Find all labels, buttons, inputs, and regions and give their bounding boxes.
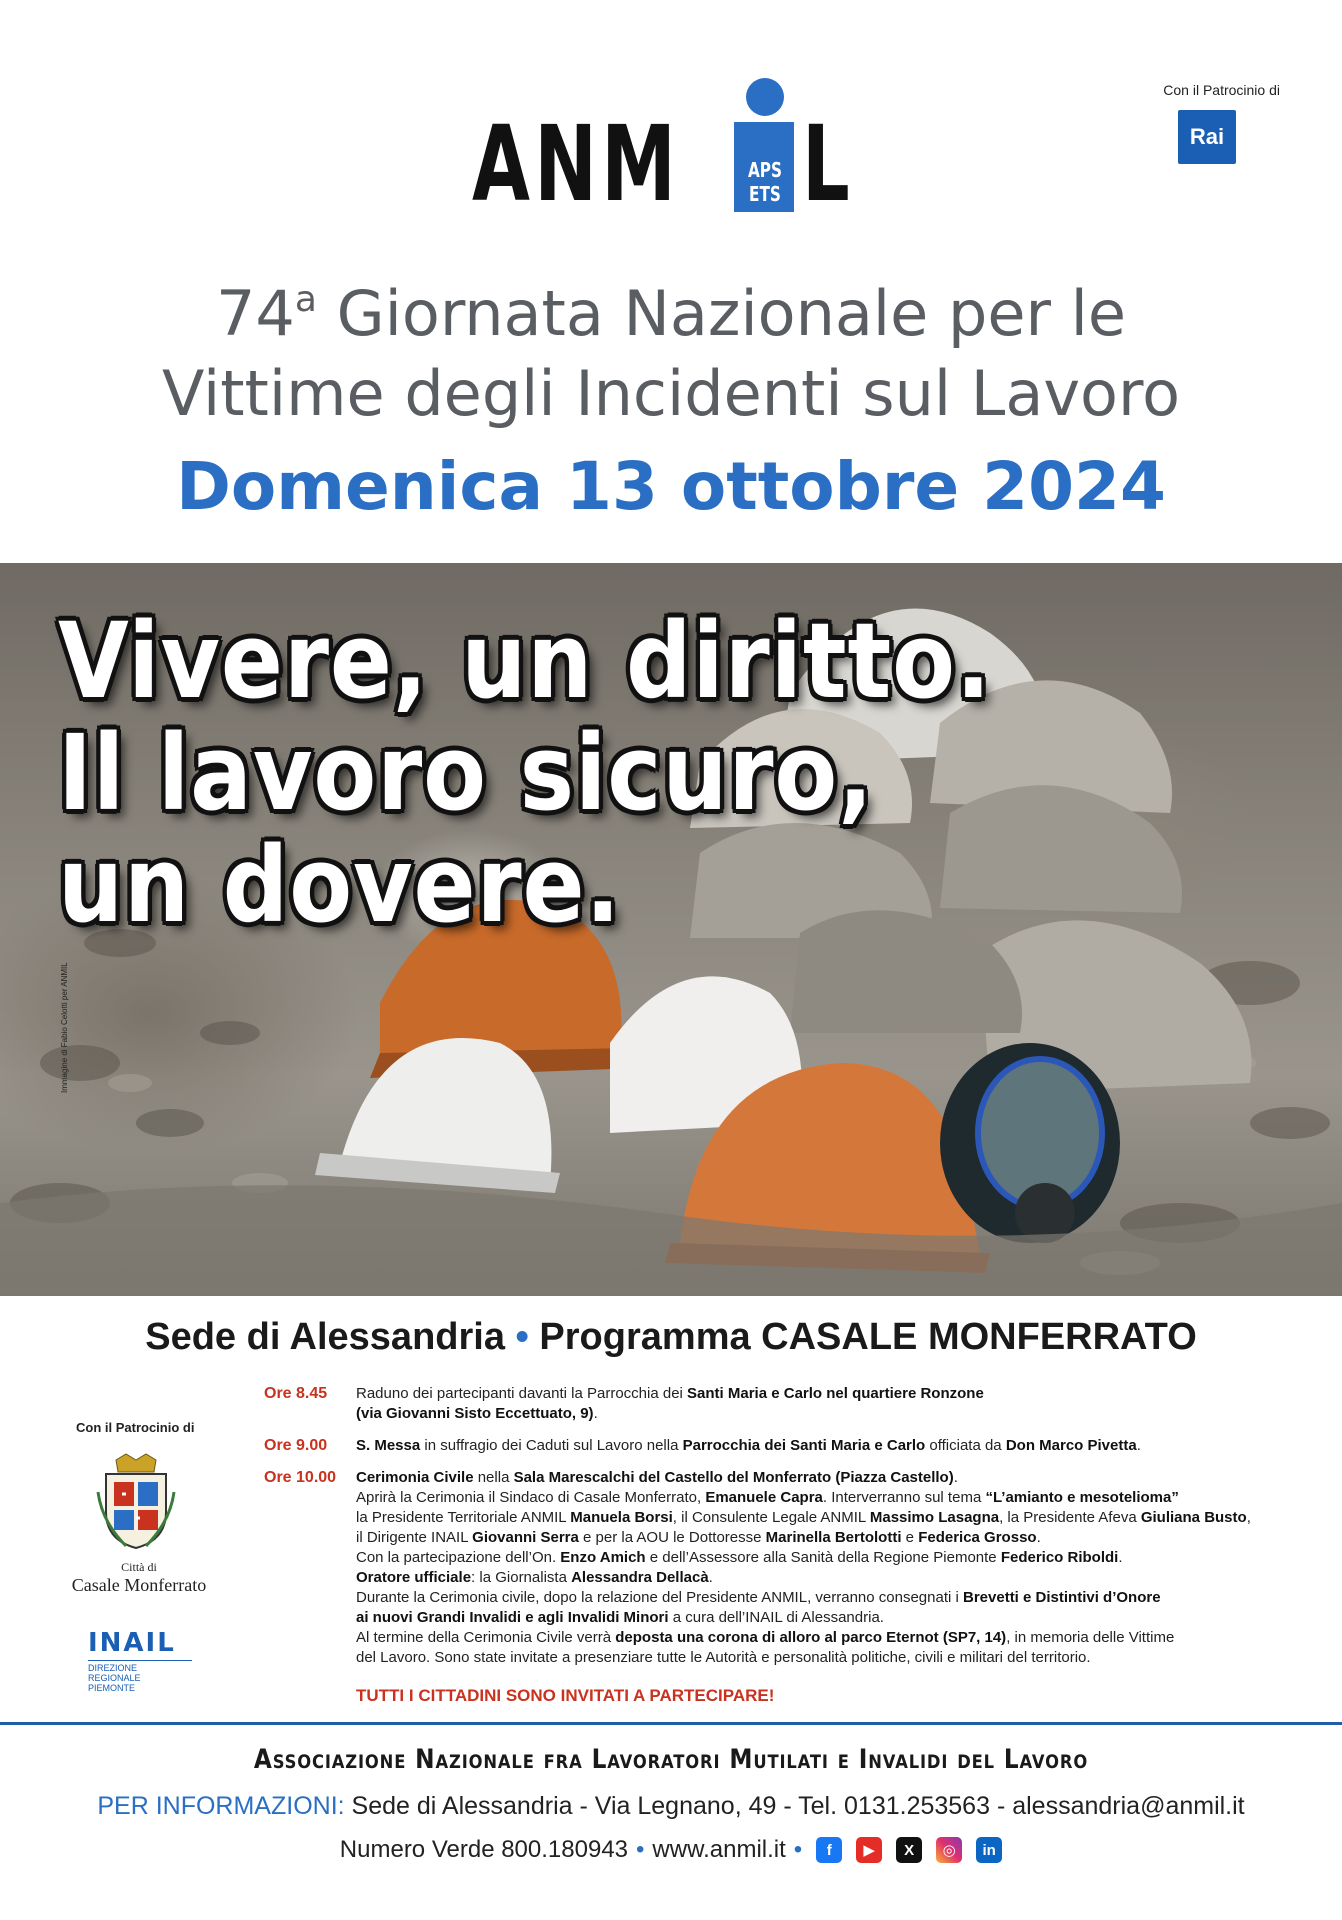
program-time: Ore 8.45 <box>264 1385 328 1402</box>
toll-free-number: Numero Verde 800.180943 <box>339 1836 629 1863</box>
text-bold: S. Messa <box>356 1437 421 1454</box>
text: : la Giornalista <box>471 1569 572 1586</box>
separator-dot: • <box>793 1836 803 1863</box>
invitation-text: TUTTI I CITTADINI SONO INVITATI A PARTECIPARE! <box>356 1686 775 1705</box>
instagram-icon[interactable]: ◎ <box>936 1837 962 1863</box>
program-text <box>356 1468 1304 1668</box>
photo-credit: Immagine di Fabio Celotti per ANMIL <box>60 962 69 1093</box>
text-bold: Marinella Bertolotti <box>765 1529 902 1546</box>
x-icon[interactable]: X <box>896 1837 922 1863</box>
text: , in memoria delle Vittime <box>1006 1629 1175 1646</box>
text: la Presidente Territoriale ANMIL <box>356 1509 571 1526</box>
footer-divider <box>0 1722 1342 1725</box>
text-bold: Oratore ufficiale <box>356 1569 472 1586</box>
separator-dot: • <box>515 1316 540 1358</box>
title-line1: Giornata Nazionale per le <box>316 277 1127 350</box>
program-time: Ore 9.00 <box>264 1437 328 1454</box>
text-bold: Alessandra Dellacà <box>571 1569 709 1586</box>
text: e <box>901 1529 919 1546</box>
hero-image <box>0 563 1342 1296</box>
program-item <box>264 1436 1304 1456</box>
program-location: Sede di Alessandria <box>145 1316 505 1358</box>
text: a cura dell’INAIL di Alessandria. <box>668 1609 884 1626</box>
program-title: Programma CASALE MONFERRATO <box>539 1316 1197 1358</box>
text: , la Presidente Afeva <box>999 1509 1141 1526</box>
patronage-label-top: Con il Patrocinio di <box>1163 82 1280 98</box>
text-bold: ai nuovi Grandi Invalidi e agli Invalidi Minori <box>356 1609 669 1626</box>
text: Aprirà la Cerimonia il Sindaco di Casale Monferrato, <box>356 1489 706 1506</box>
text-bold: Don Marco Pivetta <box>1005 1437 1137 1454</box>
facebook-icon[interactable]: f <box>816 1837 842 1863</box>
text: Durante la Cerimonia civile, dopo la relazione del Presidente ANMIL, verranno consegnati i <box>356 1589 963 1606</box>
program-schedule <box>264 1384 1304 1680</box>
info-text: Sede di Alessandria - Via Legnano, 49 - Tel. 0131.253563 - alessandria@anmil.it <box>344 1792 1245 1820</box>
program-item <box>264 1468 1304 1668</box>
event-title <box>0 260 1342 434</box>
logo-aps-ets <box>744 158 787 206</box>
title-line2: Vittime degli Incidenti sul Lavoro <box>161 357 1181 430</box>
footer-bottom-row <box>0 1836 1342 1864</box>
title-number: 74 <box>215 277 295 350</box>
youtube-icon[interactable]: ▶ <box>856 1837 882 1863</box>
text-bold: Emanuele Capra <box>705 1489 823 1506</box>
text: . Interverranno sul tema <box>822 1489 986 1506</box>
text: Con la partecipazione dell’On. <box>356 1549 561 1566</box>
inail-name: INAIL <box>88 1628 176 1658</box>
text-bold: Massimo Lasagna <box>869 1509 1000 1526</box>
text-bold: Brevetti e Distintivi d’Onore <box>963 1589 1161 1606</box>
side-patronage-label: Con il Patrocinio di <box>76 1420 195 1435</box>
text: . <box>1118 1549 1123 1566</box>
contact-info <box>0 1792 1342 1821</box>
text: nella <box>473 1469 514 1486</box>
casale-monferrato-crest-icon <box>96 1452 176 1552</box>
city-label-small: Città di <box>121 1560 157 1574</box>
text: del Lavoro. Sono state invitate a presenziare tutte le Autorità e personalità politiche, civili e militari del territorio. <box>356 1649 1091 1666</box>
event-date: Domenica 13 ottobre 2024 <box>176 448 1166 525</box>
text-bold: “L’amianto e mesotelioma” <box>985 1489 1179 1506</box>
text-bold: (via Giovanni Sisto Eccettuato, 9) <box>356 1405 594 1422</box>
text-bold: Federica Grosso <box>918 1529 1037 1546</box>
text-bold: Manuela Borsi <box>570 1509 673 1526</box>
logo-aps: APS <box>747 158 783 182</box>
text-bold: Enzo Amich <box>560 1549 646 1566</box>
linkedin-icon[interactable]: in <box>976 1837 1002 1863</box>
program-time: Ore 10.00 <box>264 1469 337 1486</box>
inail-subtitle <box>88 1660 192 1693</box>
text-bold: Giovanni Serra <box>472 1529 579 1546</box>
logo-i-dot <box>746 78 784 116</box>
text: . <box>953 1469 958 1486</box>
text-bold: Giuliana Busto <box>1140 1509 1247 1526</box>
rai-logo: Rai <box>1178 110 1236 164</box>
association-name: Associazione Nazionale fra Lavoratori Mutilati e Invalidi del Lavoro <box>253 1744 1089 1775</box>
text: , il Consulente Legale ANMIL <box>672 1509 870 1526</box>
slogan-line-1: Vivere, un diritto. <box>58 600 992 722</box>
text-bold: Federico Riboldi <box>1000 1549 1119 1566</box>
slogan-line-2: Il lavoro sicuro, <box>58 712 874 834</box>
title-ordinal: a <box>294 279 317 320</box>
website-link[interactable]: www.anmil.it <box>652 1836 786 1863</box>
logo-text: ANM <box>472 103 681 225</box>
text: . <box>708 1569 713 1586</box>
slogan-line-3: un dovere. <box>58 824 622 946</box>
anmil-logo <box>472 72 872 225</box>
text: . <box>593 1405 598 1422</box>
text-bold: Santi Maria e Carlo nel quartiere Ronzone <box>687 1385 984 1402</box>
program-item <box>264 1384 1304 1424</box>
inail-sub-2: PIEMONTE <box>88 1683 136 1693</box>
program-text <box>356 1436 1304 1456</box>
text: . <box>1136 1437 1141 1454</box>
text-bold: Parrocchia dei Santi Maria e Carlo <box>682 1437 926 1454</box>
text: Raduno dei partecipanti davanti la Parrocchia dei <box>356 1385 688 1402</box>
logo-ets: ETS <box>749 182 781 206</box>
text: e dell’Assessore alla Sanità della Regione Piemonte <box>645 1549 1001 1566</box>
text-bold: deposta una corona di alloro al parco Eternot (SP7, 14) <box>615 1629 1007 1646</box>
text: , <box>1246 1509 1251 1526</box>
text: . <box>1036 1529 1041 1546</box>
program-heading <box>0 1316 1342 1359</box>
text-bold: Cerimonia Civile <box>356 1469 474 1486</box>
text: il Dirigente INAIL <box>356 1529 473 1546</box>
separator-dot: • <box>636 1836 645 1863</box>
text-bold: Sala Marescalchi del Castello del Monferrato (Piazza Castello) <box>513 1469 954 1486</box>
text: Al termine della Cerimonia Civile verrà <box>356 1629 616 1646</box>
text: officiata da <box>925 1437 1006 1454</box>
hero-slogan <box>58 600 992 946</box>
inail-logo <box>88 1628 192 1693</box>
city-name <box>44 1558 234 1594</box>
logo-l: L <box>802 103 850 225</box>
inail-sub-1: DIREZIONE REGIONALE <box>88 1663 141 1683</box>
city-label-big: Casale Monferrato <box>71 1575 207 1595</box>
program-text <box>356 1384 1304 1424</box>
text: in suffragio dei Caduti sul Lavoro nella <box>420 1437 683 1454</box>
text: e per la AOU le Dottoresse <box>578 1529 766 1546</box>
info-label: PER INFORMAZIONI: <box>97 1792 345 1820</box>
